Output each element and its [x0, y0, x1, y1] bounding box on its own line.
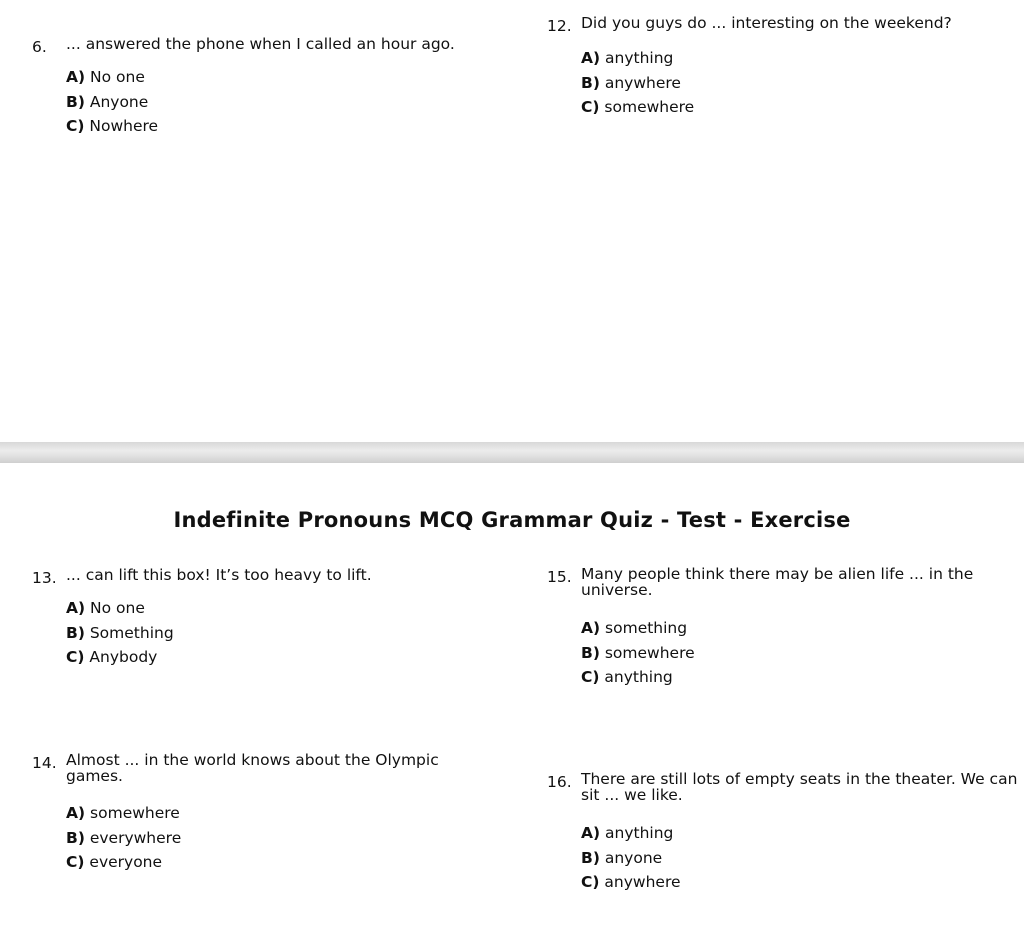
question-number: 6. [32, 38, 47, 56]
question-text: ... answered the phone when I called an hour ago. [66, 35, 455, 53]
options-list [581, 616, 695, 690]
question-number: 14. [32, 754, 57, 772]
option-c[interactable]: C) somewhere [581, 98, 695, 116]
question-number: 16. [547, 773, 572, 791]
question-6 [32, 36, 512, 146]
option-c[interactable]: C) anything [581, 668, 673, 686]
option-a[interactable]: A) something [581, 619, 688, 637]
option-b[interactable]: B) Anyone [66, 92, 149, 111]
option-a[interactable]: A) No one [66, 599, 145, 617]
option-b[interactable]: B) somewhere [581, 643, 695, 662]
option-a[interactable]: A) anything [581, 49, 674, 67]
question-number: 12. [547, 17, 572, 35]
options-list [581, 46, 694, 120]
option-a[interactable]: A) somewhere [66, 804, 180, 822]
question-text: Did you guys do ... interesting on the weekend? [581, 14, 952, 32]
question-15 [547, 566, 1017, 696]
option-c[interactable]: C) Anybody [66, 648, 158, 666]
options-list [66, 65, 158, 139]
question-14 [32, 752, 512, 882]
question-text: ... can lift this box! It’s too heavy to lift. [66, 566, 372, 584]
options-list [66, 596, 174, 670]
question-number: 15. [547, 568, 572, 586]
question-16 [547, 771, 1017, 901]
question-number: 13. [32, 569, 57, 587]
options-list [66, 801, 181, 875]
option-b[interactable]: B) Something [66, 623, 174, 642]
question-13 [32, 567, 512, 677]
option-c[interactable]: C) Nowhere [66, 117, 159, 135]
option-a[interactable]: A) anything [581, 824, 674, 842]
question-text: Many people think there may be alien life ... in the universe. [581, 565, 974, 599]
page-separator [0, 442, 1024, 463]
quiz-title: Indefinite Pronouns MCQ Grammar Quiz - Test - Exercise [173, 508, 851, 532]
question-text: There are still lots of empty seats in the theater. We can sit ... we like. [581, 770, 1018, 804]
option-b[interactable]: B) everywhere [66, 828, 182, 847]
option-b[interactable]: B) anywhere [581, 73, 681, 92]
option-a[interactable]: A) No one [66, 68, 145, 86]
question-12 [547, 15, 1017, 125]
options-list [581, 821, 681, 895]
option-c[interactable]: C) everyone [66, 853, 163, 871]
question-text: Almost ... in the world knows about the Olympic games. [66, 751, 439, 785]
option-b[interactable]: B) anyone [581, 848, 663, 867]
option-c[interactable]: C) anywhere [581, 873, 681, 891]
